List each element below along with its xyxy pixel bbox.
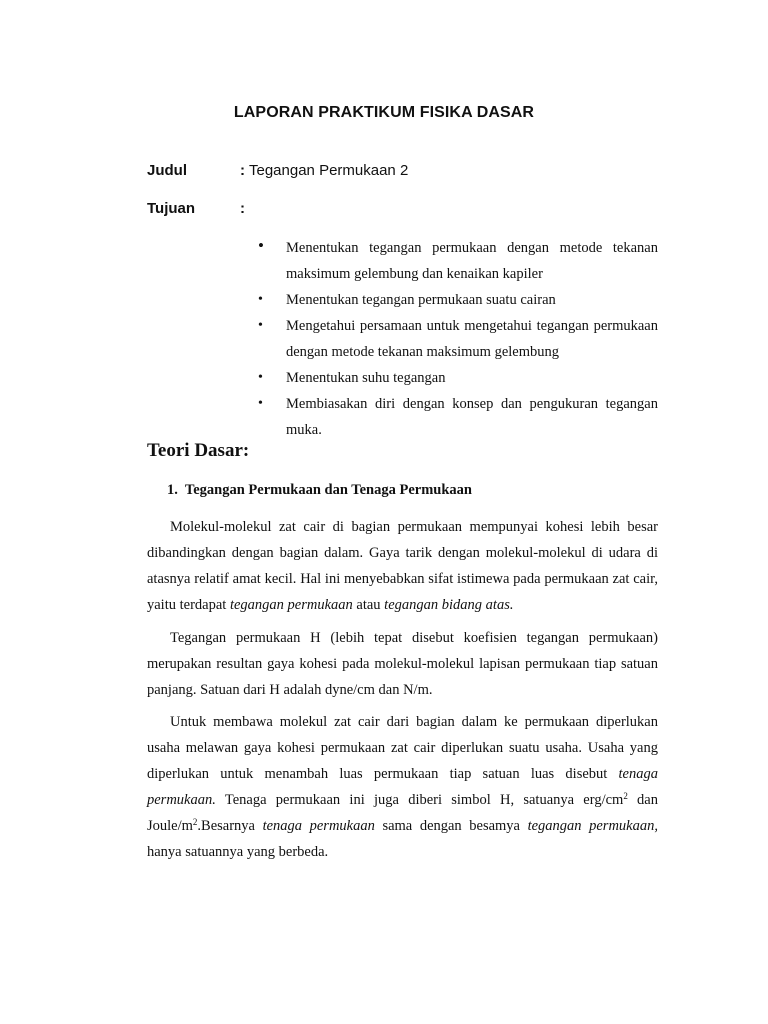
- subsection-number: 1.: [167, 482, 178, 498]
- tujuan-label: Tujuan: [147, 200, 196, 217]
- bullet-icon: •: [258, 318, 263, 333]
- tujuan-colon: :: [240, 200, 245, 217]
- emphasis-text: tegangan permukaan: [229, 597, 353, 613]
- goal-text: Mengetahui persamaan untuk mengetahui tegangan permukaan dengan metode tekanan maksimum gelembung: [286, 318, 658, 360]
- paragraph-text: hanya satuannya yang berbeda.: [147, 844, 329, 860]
- bullet-icon: •: [258, 370, 263, 385]
- subsection-heading: [167, 482, 472, 499]
- emphasis-text: tenaga permukaan.: [147, 766, 658, 808]
- paragraph-text: Tegangan permukaan H (lebih tepat disebut koefisien tegangan permukaan) merupakan resultan gaya kohesi pada molekul-molekul lapisan permukaan tiap satuan panjang. Satuan dari H adalah dyne/cm dan N/m.: [147, 630, 658, 698]
- judul-value: Tegangan Permukaan 2: [249, 162, 409, 179]
- bullet-icon: •: [258, 236, 264, 255]
- section-title: Teori Dasar:: [147, 440, 250, 461]
- judul-label: Judul: [147, 162, 187, 179]
- paragraph-text: Molekul-molekul zat cair di bagian permukaan mempunyai kohesi lebih besar dibandingkan dengan bagian dalam. Gaya tarik dengan molekul-molekul di udara di atasnya relatif amat kecil. Hal ini menyebabkan sifat istimewa pada permukaan zat cair, yaitu terdapat: [147, 519, 658, 613]
- goal-item: [258, 313, 658, 365]
- paragraph-text: Untuk membawa molekul zat cair dari bagian dalam ke permukaan diperlukan usaha melawan gaya kohesi permukaan zat cair diperlukan suatu usaha. Usaha yang diperlukan untuk menambah luas permukaan tiap satuan luas disebut: [147, 714, 658, 782]
- paragraph-text: sama dengan besamya: [374, 818, 528, 834]
- goal-item: [258, 235, 658, 287]
- goal-item: [258, 391, 658, 443]
- paragraph-text: dan Joule/m: [147, 792, 658, 834]
- emphasis-text: tegangan bidang atas.: [384, 597, 514, 613]
- subsection-title: Tegangan Permukaan dan Tenaga Permukaan: [184, 482, 472, 498]
- bullet-icon: •: [258, 396, 263, 411]
- goal-text: Membiasakan diri dengan konsep dan pengukuran tegangan muka.: [286, 396, 658, 438]
- judul-colon: :: [240, 162, 245, 179]
- goal-item: [258, 365, 658, 391]
- bullet-icon: •: [258, 292, 263, 307]
- paragraph-text: Tenaga permukaan ini juga diberi simbol H, satuanya erg/cm: [215, 792, 624, 808]
- superscript: 2: [192, 817, 198, 827]
- paragraph-2: [147, 625, 658, 703]
- paragraph-3: [147, 709, 658, 865]
- paragraph-text: .Besarnya: [197, 818, 263, 834]
- emphasis-text: tenaga permukaan: [262, 818, 375, 834]
- emphasis-text: tegangan permukaan,: [527, 818, 658, 834]
- goal-text: Menentukan suhu tegangan: [286, 370, 446, 386]
- goal-text: Menentukan tegangan permukaan suatu cairan: [286, 292, 556, 308]
- document-title: LAPORAN PRAKTIKUM FISIKA DASAR: [233, 104, 535, 121]
- paragraph-1: [147, 514, 658, 618]
- superscript: 2: [623, 791, 628, 801]
- paragraph-text: atau: [352, 597, 385, 613]
- goals-list: [258, 235, 658, 443]
- goal-item: [258, 287, 658, 313]
- goal-text: Menentukan tegangan permukaan dengan metode tekanan maksimum gelembung dan kenaikan kapiler: [286, 240, 658, 282]
